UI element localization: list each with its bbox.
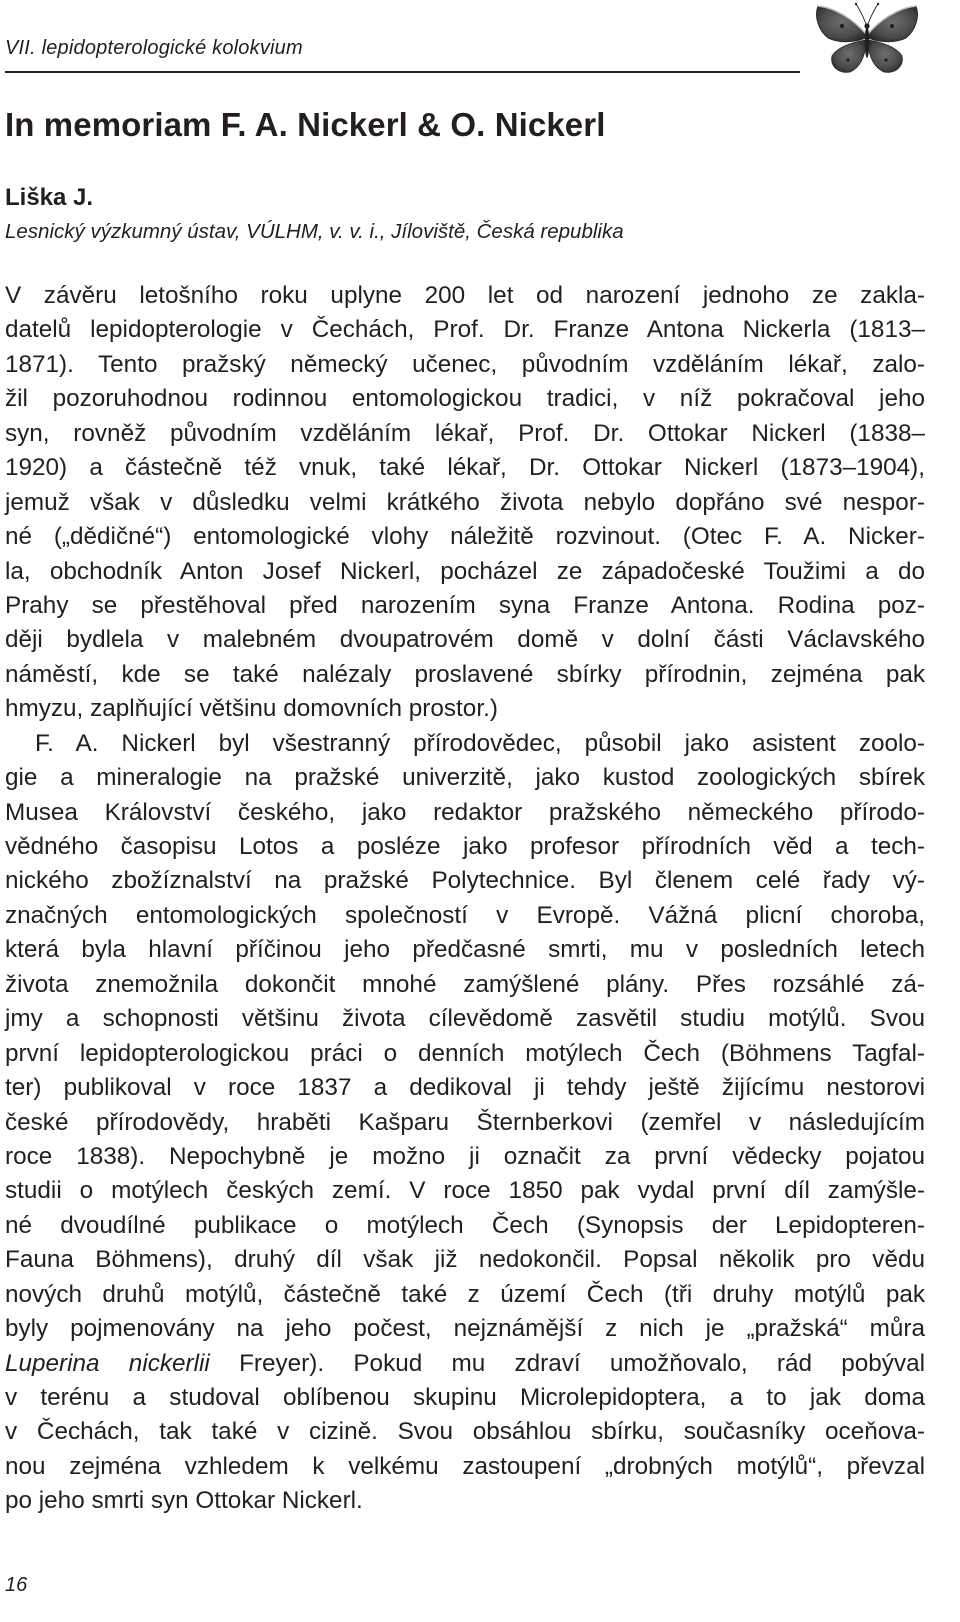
body-line: datelů lepidopterologie v Čechách, Prof. Dr. Franze Antona Nickerla (1813– [5,316,925,344]
body-line: né dvoudílné publikace o motýlech Čech (Synopsis der Lepidopteren- [5,1211,925,1239]
species-name: Luperina nickerlii [5,1349,210,1377]
body-line: české přírodovědy, hraběti Kašparu Šternberkovi (zemřel v následujícím [5,1108,925,1136]
body-line: po jeho smrti syn Ottokar Nickerl. [5,1487,363,1515]
body-line: né („dědičné“) entomologické vlohy náležitě rozvinout. (Otec F. A. Nicker- [5,523,925,551]
article-body [5,279,925,1519]
body-line: v Čechách, tak také v cizině. Svou obsáhlou sbírku, současníky oceňova- [5,1418,925,1446]
body-line: ději bydlela v malebném dvoupatrovém domě v dolní části Václavského [5,626,925,654]
body-line [5,1347,925,1381]
body-line: ter) publikoval v roce 1837 a dedikoval ji tehdy ještě žijícímu nestorovi [5,1074,925,1102]
body-line: V závěru letošního roku uplyne 200 let od narození jednoho ze zakla- [5,282,925,309]
body-line: Prahy se přestěhoval před narozením syna Franze Antona. Rodina poz- [5,591,925,619]
body-line: nického zbožíznalství na pražské Polytechnice. Byl členem celé řady vý- [5,867,925,895]
body-line: hmyzu, zaplňující většinu domovních prostor.) [5,695,498,723]
body-line: Fauna Böhmens), druhý díl však již nedokončil. Popsal několik pro vědu [5,1246,925,1274]
body-line: byly pojmenovány na jeho počest, nejznámější z nich je „pražská“ můra [5,1315,925,1343]
running-head: VII. lepidopterologické kolokvium [5,37,303,59]
body-line: vědného časopisu Lotos a posléze jako profesor přírodních věd a tech- [5,833,925,860]
body-line: gie a mineralogie na pražské univerzitě, jako kustod zoologických sbírek [5,764,925,792]
body-line: jemuž však v důsledku velmi krátkého života nebylo dopřáno své nespor- [5,488,925,516]
body-line: F. A. Nickerl byl všestranný přírodovědec, působil jako asistent zoolo- [35,729,925,757]
body-line: 1871). Tento pražský německý učenec, původním vzděláním lékař, zalo- [5,350,925,378]
author-name: Liška J. [5,184,94,211]
body-line: žil pozoruhodnou rodinnou entomologickou tradici, v níž pokračoval jeho [5,385,925,413]
body-line: la, obchodník Anton Josef Nickerl, pocházel ze západočeské Toužimi a do [5,557,925,585]
article-title: In memoriam F. A. Nickerl & O. Nickerl [5,106,606,143]
body-line: která byla hlavní příčinou jeho předčasné smrti, mu v posledních letech [5,936,925,964]
body-line: značných entomologických společností v Evropě. Vážná plicní choroba, [5,901,925,929]
body-line: 1920) a částečně též vnuk, také lékař, Dr. Ottokar Nickerl (1873–1904), [5,454,925,482]
body-line: studii o motýlech českých zemí. V roce 1850 pak vydal první díl zamýšle- [5,1177,925,1205]
body-line: roce 1838). Nepochybně je možno ji označit za první vědecky pojatou [5,1142,925,1170]
page-number: 16 [5,1574,28,1596]
body-line: jmy a schopnosti většinu života cílevědomě zasvětil studiu motýlů. Svou [5,1005,925,1033]
body-line: náměstí, kde se také nalézaly proslavené sbírky přírodnin, zejména pak [5,660,925,688]
body-line-rest: Freyer). Pokud mu zdraví umožňovalo, rád pobýval [209,1349,925,1377]
body-line: života znemožnila dokončit mnohé zamýšlené plány. Přes rozsáhlé zá- [5,970,925,998]
body-line: Musea Království českého, jako redaktor pražského německého přírodo- [5,798,925,826]
author-affiliation: Lesnický výzkumný ústav, VÚLHM, v. v. i., Jíloviště, Česká republika [5,220,624,243]
body-line: v terénu a studoval oblíbenou skupinu Microlepidoptera, a to jak doma [5,1384,925,1411]
butterfly-logo-icon [808,0,926,78]
body-line: syn, rovněž původním vzděláním lékař, Prof. Dr. Ottokar Nickerl (1838– [5,419,925,447]
body-line: první lepidopterologickou práci o denních motýlech Čech (Böhmens Tagfal- [5,1039,925,1067]
body-line: nových druhů motýlů, částečně také z území Čech (tři druhy motýlů pak [5,1280,925,1308]
header-rule [5,71,800,73]
body-line: nou zejména vzhledem k velkému zastoupení „drobných motýlů“, převzal [5,1452,925,1480]
